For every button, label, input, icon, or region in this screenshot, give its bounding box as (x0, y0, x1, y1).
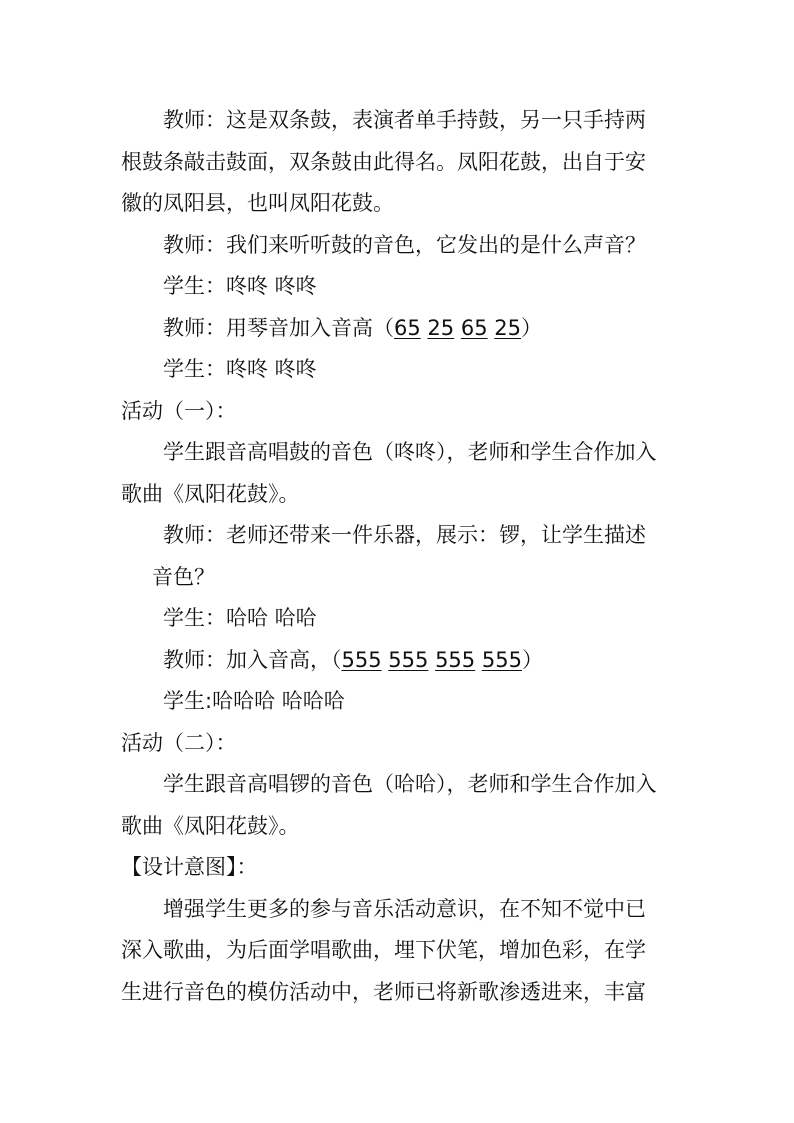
paragraph-line: 增强学生更多的参与音乐活动意识，在不知不觉中已 (163, 897, 646, 921)
pitch-note: 555 (341, 648, 382, 672)
paragraph-line: 音色？ (152, 565, 215, 589)
pitch-prefix: 教师：加入音高，（ (163, 648, 342, 672)
pitch-suffix: ） (521, 648, 543, 672)
pitch-suffix: ） (521, 316, 542, 340)
paragraph-line: 深入歌曲，为后面学唱歌曲，埋下伏笔，增加色彩，在学 (121, 938, 646, 962)
section-heading: 【设计意图】： (121, 855, 258, 879)
paragraph-line: 歌曲《凤阳花鼓》。 (121, 814, 300, 838)
pitch-note: 555 (481, 648, 522, 672)
paragraph-line: 学生跟音高唱鼓的音色（咚咚），老师和学生合作加入 (163, 440, 657, 464)
section-heading: 活动（一）： (121, 399, 237, 423)
pitch-note: 25 (427, 316, 455, 340)
paragraph-line: 教师：我们来听听鼓的音色，它发出的是什么声音？ (163, 233, 646, 257)
paragraph-line: 学生：咚咚 咚咚 (163, 357, 317, 381)
paragraph-line: 徽的凤阳县，也叫凤阳花鼓。 (121, 191, 394, 215)
paragraph-line: 根鼓条敲击鼓面，双条鼓由此得名。凤阳花鼓，出自于安 (121, 150, 646, 174)
pitch-note: 65 (394, 316, 421, 340)
section-heading: 活动（二）： (121, 731, 237, 755)
pitch-line-1 (163, 314, 542, 342)
pitch-note: 25 (494, 316, 521, 340)
paragraph-line: 学生跟音高唱锣的音色（哈哈），老师和学生合作加入 (163, 772, 657, 796)
pitch-note: 555 (435, 648, 476, 672)
paragraph-line: 歌曲《凤阳花鼓》。 (121, 482, 300, 506)
pitch-line-2 (163, 646, 543, 674)
paragraph-line: 生进行音色的模仿活动中，老师已将新歌渗透进来，丰富 (121, 980, 646, 1004)
paragraph-line: 学生:哈哈哈 哈哈哈 (163, 689, 345, 713)
pitch-note: 65 (460, 316, 488, 340)
paragraph-line: 教师：老师还带来一件乐器，展示：锣，让学生描述 (163, 523, 646, 547)
pitch-prefix: 教师：用琴音加入音高（ (163, 316, 394, 340)
paragraph-line: 学生：咚咚 咚咚 (163, 274, 317, 298)
paragraph-line: 教师：这是双条鼓，表演者单手持鼓，另一只手持两 (163, 108, 646, 132)
paragraph-line: 学生：哈哈 哈哈 (163, 606, 317, 630)
pitch-note: 555 (388, 648, 429, 672)
